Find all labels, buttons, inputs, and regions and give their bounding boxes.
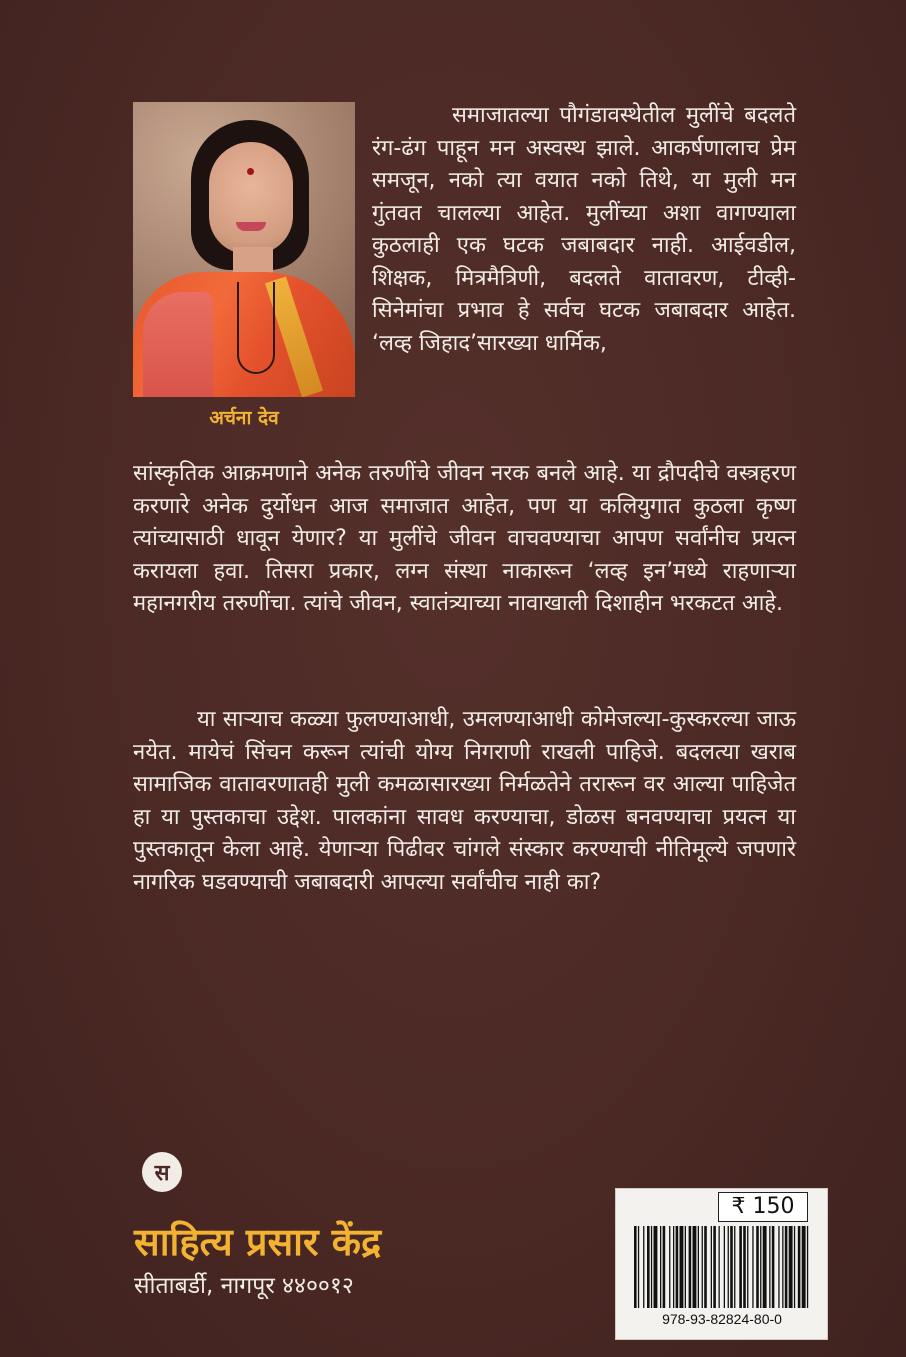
publisher-logo-icon [140,1150,184,1194]
price-label: ₹ 150 [718,1192,808,1222]
barcode-icon [632,1226,810,1308]
publisher-address: सीताबर्डी, नागपूर ४४००१२ [134,1273,354,1299]
blurb-paragraph-1-rest: सांस्कृतिक आक्रमणाने अनेक तरुणींचे जीवन नरक बनले आहे. या द्रौपदीचे वस्त्रहरण करणारे अनेक दुर्योधन आज समाजात आहेत, पण या कलियुगात कुठला कृष्ण त्यांच्यासाठी धावून येणार? या मुलींचे जीवन वाचवण्याचा आपण सर्वांनीच प्रयत्न करायला हवा. तिसरा प्रकार, लग्न संस्था नाकारून ‘लव्ह इन’मध्ये राहणाऱ्या महानगरीय तरुणींचा. त्यांचे जीवन, स्वातंत्र्याच्या नावाखाली दिशाहीन भरकटत आहे. [133,461,796,616]
author-caption: अर्चना देव [209,407,279,429]
isbn-number: 978-93-82824-80-0 [662,1311,782,1327]
author-photo [133,102,355,397]
blurb-paragraph-2: या साऱ्याच कळ्या फुलण्याआधी, उमलण्याआधी कोमेजल्या-कुस्करल्या जाऊ नयेत. मायेचं सिंचन करून त्यांची योग्य निगराणी राखली पाहिजे. बदलत्या खराब सामाजिक वातावरणातही मुली कमळासारख्या निर्मळतेने तरारून वर आल्या पाहिजेत हा या पुस्तकाचा उद्देश. पालकांना सावध करण्याचा, डोळस बनवण्याचा प्रयत्न या पुस्तकातून केला आहे. येणाऱ्या पिढीवर चांगले संस्कार करण्याची नीतिमूल्ये जपणारे नागरिक घडवण्याची जबाबदारी आपल्या सर्वांचीच नाही का? [133,707,796,895]
publisher-logo-glyph: स [154,1161,170,1186]
publisher-name: साहित्य प्रसार केंद्र [134,1220,382,1264]
blurb-paragraph-1-top: समाजातल्या पौगंडावस्थेतील मुलींचे बदलते रंग-ढंग पाहून मन अस्वस्थ झाले. आकर्षणालाच प्रेम समजून, नको त्या वयात नको तिथे, या मुली मन गुंतवत चालल्या आहेत. मुलींच्या अशा वागण्याला कुठलाही एक घटक जबाबदार नाही. आईवडील, शिक्षक, मित्रमैत्रिणी, बदलते वातावरण, टीव्ही-सिनेमांचा प्रभाव हे सर्वच घटक जबाबदार आहेत. ‘लव्ह जिहाद’सारख्या धार्मिक, [372,103,796,356]
